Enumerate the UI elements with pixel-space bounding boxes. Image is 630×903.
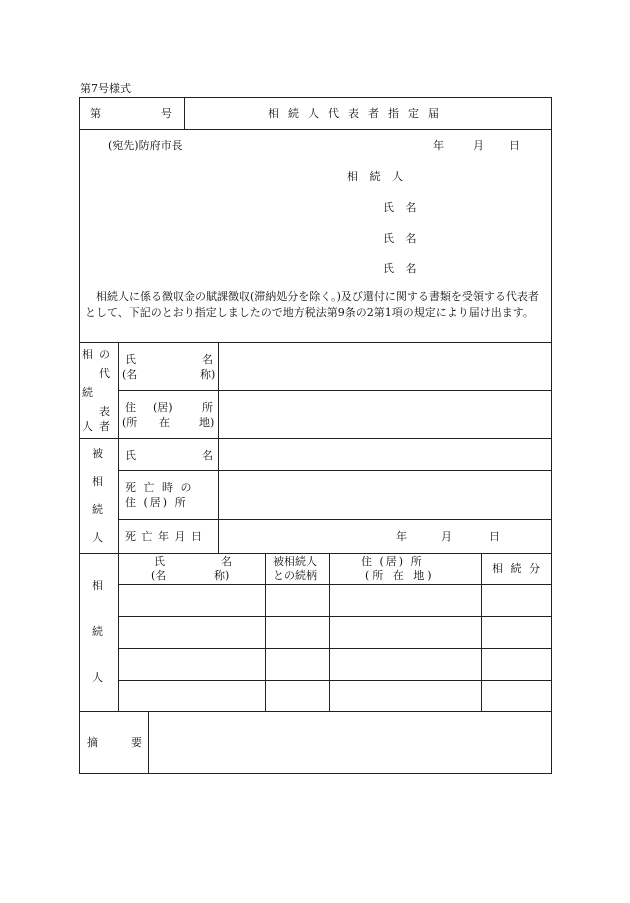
col-name-2: 名 xyxy=(221,555,232,568)
rep-address-alt-2: 在 xyxy=(159,416,170,429)
number-label-suffix: 号 xyxy=(161,107,172,120)
rep-name-2: 名 xyxy=(202,353,213,366)
date-day: 日 xyxy=(509,139,520,152)
dec-death-year: 年 xyxy=(396,530,407,543)
table-row xyxy=(118,680,552,681)
col-share: 相 続 分 xyxy=(492,562,542,575)
dec-side-2: 相 xyxy=(92,475,103,488)
dec-side-3: 続 xyxy=(92,503,103,516)
heir-name-label-2: 氏 名 xyxy=(383,232,421,245)
heirs-side-1: 相 xyxy=(92,579,103,592)
date-month: 月 xyxy=(473,139,484,152)
remarks-label-2: 要 xyxy=(131,736,142,749)
rep-side-2: の xyxy=(99,348,110,361)
col-name-alt-2: 称) xyxy=(214,569,230,582)
divider xyxy=(118,553,119,711)
dec-death-date-label: 死 亡 年 月 日 xyxy=(125,530,203,543)
col-name-alt-1: (名 xyxy=(151,569,167,582)
dec-side-4: 人 xyxy=(92,531,103,544)
divider xyxy=(79,711,552,712)
divider xyxy=(329,553,330,711)
remarks-label-1: 摘 xyxy=(87,736,98,749)
dec-side-1: 被 xyxy=(92,447,103,460)
dec-name-1: 氏 xyxy=(125,449,136,462)
divider xyxy=(218,342,219,553)
heirs-label: 相 続 人 xyxy=(347,170,407,183)
dec-death-month: 月 xyxy=(441,530,452,543)
divider xyxy=(118,519,552,520)
statement: 相続人に係る徴収金の賦課徴収(滞納処分を除く。)及び還付に関する書類を受領する代表者として、下記のとおり指定しましたので地方税法第9条の2第1項の規定により届け出ます。 xyxy=(85,290,539,319)
heirs-side-3: 人 xyxy=(92,671,103,684)
rep-side-6: 人 xyxy=(82,420,93,433)
divider xyxy=(118,390,552,391)
rep-name-1: 氏 xyxy=(125,353,136,366)
col-address-1: 住 (居) 所 xyxy=(361,555,424,568)
col-relation-2: との続柄 xyxy=(273,569,317,582)
heirs-side-2: 続 xyxy=(92,625,103,638)
dec-death-address-line2: 住 (居) 所 xyxy=(125,496,188,509)
divider xyxy=(265,553,266,711)
date-year: 年 xyxy=(433,139,444,152)
dec-death-day: 日 xyxy=(489,530,500,543)
rep-side-5: 表 xyxy=(99,405,110,418)
rep-address-1: 住 xyxy=(125,401,136,414)
form-title: 相続人代表者指定届 xyxy=(268,107,448,120)
col-name-1: 氏 xyxy=(154,555,165,568)
rep-side-7: 者 xyxy=(99,420,110,433)
divider xyxy=(79,129,552,130)
rep-address-alt-1: (所 xyxy=(122,416,138,429)
rep-name-alt-2: 称) xyxy=(200,368,216,381)
divider xyxy=(118,470,552,471)
table-row xyxy=(118,584,552,585)
dec-death-address-line1: 死 亡 時 の xyxy=(125,481,194,494)
col-relation-1: 被相続人 xyxy=(273,555,317,568)
addressee: (宛先)防府市長 xyxy=(108,139,183,152)
heir-name-label-3: 氏 名 xyxy=(383,262,421,275)
rep-name-alt-1: (名 xyxy=(122,368,138,381)
divider xyxy=(79,342,552,343)
divider xyxy=(79,438,552,439)
rep-address-2: (居) xyxy=(153,401,173,414)
form-number: 第7号様式 xyxy=(80,82,131,95)
rep-side-3: 代 xyxy=(99,367,110,380)
rep-side-1: 相 xyxy=(82,348,93,361)
col-address-2: (所 在 地) xyxy=(365,569,435,582)
divider xyxy=(184,97,185,129)
table-row xyxy=(118,616,552,617)
divider xyxy=(481,553,482,711)
rep-side-4: 続 xyxy=(82,386,93,399)
table-row xyxy=(118,648,552,649)
rep-address-alt-3: 地) xyxy=(199,416,215,429)
dec-name-2: 名 xyxy=(202,449,213,462)
rep-address-3: 所 xyxy=(202,401,213,414)
heir-name-label-1: 氏 名 xyxy=(383,201,421,214)
number-label: 第 xyxy=(90,107,101,120)
divider xyxy=(118,342,119,553)
divider xyxy=(148,711,149,774)
